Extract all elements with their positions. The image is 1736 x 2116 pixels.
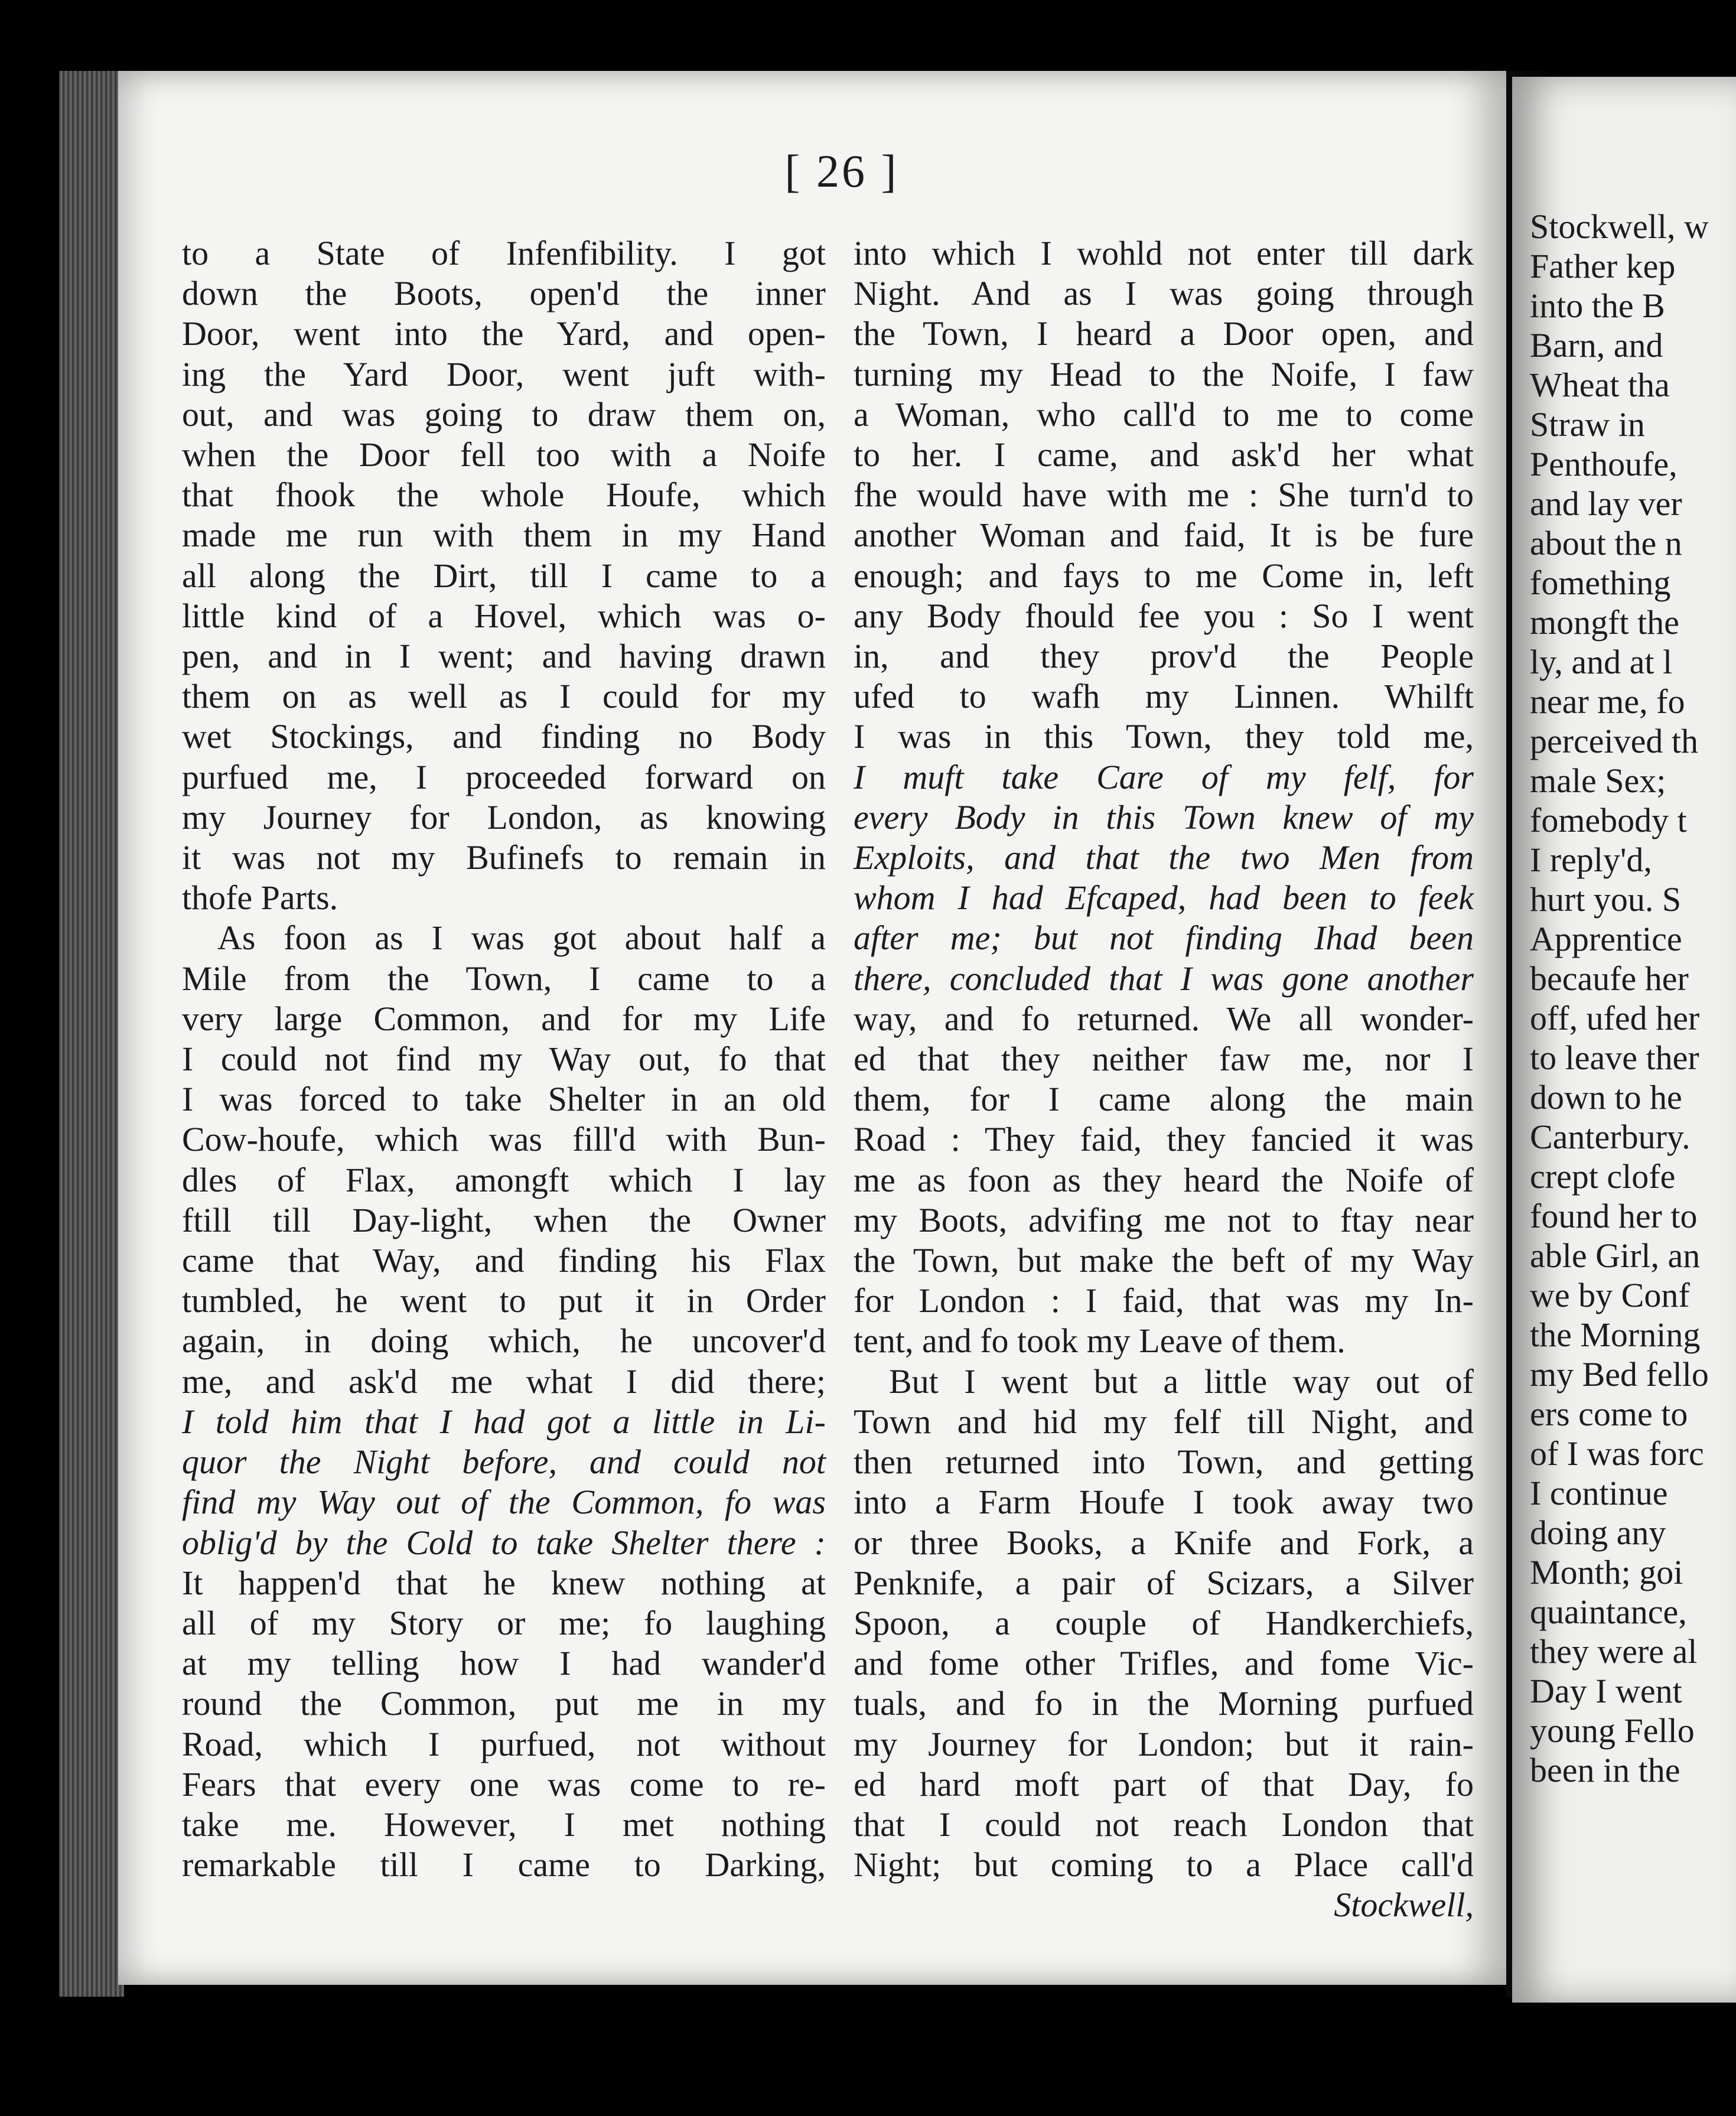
text-line: ers come to xyxy=(1530,1395,1688,1433)
text-line: mongft the xyxy=(1530,603,1679,642)
text-line: purfued me, I proceeded forward on xyxy=(182,757,826,796)
text-line: Cow-houfe, which was fill'd with Bun- xyxy=(182,1120,826,1159)
text-line: out, and was going to draw them on, xyxy=(182,395,826,434)
text-line: and fome other Trifles, and fome Vic- xyxy=(854,1644,1474,1683)
text-line: down the Boots, open'd the inner xyxy=(182,274,826,313)
text-line: every Body in this Town knew of my xyxy=(854,797,1474,836)
text-line: after me; but not finding Ihad been xyxy=(854,919,1474,958)
text-line: turning my Head to the Noife, I faw xyxy=(854,354,1474,393)
text-line: But I went but a little way out of xyxy=(889,1362,1474,1401)
book-page-edges xyxy=(59,71,124,1997)
text-line: I could not find my Way out, fo that xyxy=(182,1040,826,1079)
text-line: then returned into Town, and getting xyxy=(854,1443,1474,1482)
text-line: my Bed fello xyxy=(1530,1355,1709,1394)
text-line: able Girl, an xyxy=(1530,1236,1701,1275)
text-line: Town and hid my felf till Night, and xyxy=(854,1402,1474,1441)
text-line: Penthoufe, xyxy=(1530,445,1678,483)
text-line: Month; goi xyxy=(1530,1553,1683,1591)
text-line: Day I went xyxy=(1530,1672,1682,1710)
text-line: Stockwell, xyxy=(1334,1886,1474,1925)
text-line: Road, which I purfued, not without xyxy=(182,1724,826,1763)
text-line: Penknife, a pair of Scizars, a Silver xyxy=(854,1563,1474,1602)
text-line: remarkable till I came to Darking, xyxy=(182,1845,826,1884)
text-line: a Woman, who call'd to me to come xyxy=(854,395,1474,434)
text-line: wet Stockings, and finding no Body xyxy=(182,717,826,756)
text-line: we by Conf xyxy=(1530,1276,1690,1314)
text-line: found her to xyxy=(1530,1197,1698,1235)
text-line: ed that they neither faw me, nor I xyxy=(854,1040,1474,1079)
text-line: perceived th xyxy=(1530,722,1699,760)
text-line: ufed to wafh my Linnen. Whilft xyxy=(854,677,1474,716)
text-line: to a State of Infenfibility. I got xyxy=(182,234,826,272)
text-line: it was not my Bufinefs to remain in xyxy=(182,838,826,877)
text-line: It happen'd that he knew nothing at xyxy=(182,1563,826,1602)
text-line: ing the Yard Door, went juft with- xyxy=(182,354,826,393)
text-line: Father kep xyxy=(1530,247,1676,285)
left-text-column xyxy=(182,233,826,1885)
text-line: I was forced to take Shelter in an old xyxy=(182,1080,826,1119)
text-line: enough; and fays to me Come in, left xyxy=(854,556,1474,595)
text-line: tent, and fo took my Leave of them. xyxy=(854,1321,1346,1360)
text-line: another Woman and faid, It is be fure xyxy=(854,516,1474,555)
text-line: Door, went into the Yard, and open- xyxy=(182,314,826,353)
text-line: ed hard moft part of that Day, fo xyxy=(854,1765,1474,1804)
text-line: of I was forc xyxy=(1530,1434,1704,1473)
text-line: Stockwell, w xyxy=(1530,207,1709,246)
text-line: I reply'd, xyxy=(1530,841,1652,879)
text-line: for London : I faid, that was my In- xyxy=(854,1281,1474,1320)
text-line: pen, and in I went; and having drawn xyxy=(182,637,826,676)
text-line: ly, and at l xyxy=(1530,643,1673,681)
text-line: the Town, I heard a Door open, and xyxy=(854,314,1474,353)
text-line: I continue xyxy=(1530,1474,1668,1512)
text-line: all of my Story or me; fo laughing xyxy=(182,1603,826,1642)
text-line: quaintance, xyxy=(1530,1593,1687,1631)
text-line: my Journey for London, as knowing xyxy=(182,797,826,836)
text-line: or three Books, a Knife and Fork, a xyxy=(854,1523,1474,1562)
text-line: at my telling how I had wander'd xyxy=(182,1644,826,1683)
text-line: Night. And as I was going through xyxy=(854,274,1474,313)
text-line: I was in this Town, they told me, xyxy=(854,717,1474,756)
text-line: I told him that I had got a little in Li- xyxy=(182,1402,826,1441)
text-line: Wheat tha xyxy=(1530,366,1670,404)
text-line: them, for I came along the main xyxy=(854,1080,1474,1119)
text-line: take me. However, I met nothing xyxy=(182,1805,826,1844)
text-line: Night; but coming to a Place call'd xyxy=(854,1845,1474,1884)
text-line: round the Common, put me in my xyxy=(182,1684,826,1723)
text-line: Canterbury. xyxy=(1530,1118,1691,1156)
text-line: my Journey for London; but it rain- xyxy=(854,1724,1474,1763)
text-line: hurt you. S xyxy=(1530,880,1682,919)
next-page-fragment xyxy=(1512,77,1736,2003)
text-line: me as foon as they heard the Noife of xyxy=(854,1160,1474,1199)
text-line: thofe Parts. xyxy=(182,878,338,917)
text-line: Road : They faid, they fancied it was xyxy=(854,1120,1474,1159)
text-line: fomebody t xyxy=(1530,801,1687,839)
text-line: becaufe her xyxy=(1530,959,1689,998)
text-line: near me, fo xyxy=(1530,682,1685,721)
text-line: and lay ver xyxy=(1530,484,1682,523)
text-line: fhe would have with me : She turn'd to xyxy=(854,476,1474,515)
text-line: came that Way, and finding his Flax xyxy=(182,1241,826,1280)
text-line: quor the Night before, and could not xyxy=(182,1443,826,1482)
text-line: way, and fo returned. We all wonder- xyxy=(854,999,1474,1038)
text-line: when the Door fell too with a Noife xyxy=(182,435,826,474)
text-line: Spoon, a couple of Handkerchiefs, xyxy=(854,1603,1474,1642)
text-line: all along the Dirt, till I came to a xyxy=(182,556,826,595)
text-line: find my Way out of the Common, fo was xyxy=(182,1483,826,1522)
text-line: tumbled, he went to put it in Order xyxy=(182,1281,826,1320)
text-line: tuals, and fo in the Morning purfued xyxy=(854,1684,1474,1723)
text-line: fomething xyxy=(1530,564,1671,602)
text-line: been in the xyxy=(1530,1751,1680,1789)
text-line: oblig'd by the Cold to take Shelter there : xyxy=(182,1523,826,1562)
text-line: there, concluded that I was gone another xyxy=(854,959,1474,998)
text-line: Fears that every one was come to re- xyxy=(182,1765,826,1804)
text-line: made me run with them in my Hand xyxy=(182,516,826,555)
text-line: I muft take Care of my felf, for xyxy=(854,757,1474,796)
text-line: the Town, but make the beft of my Way xyxy=(854,1241,1474,1280)
text-line: As foon as I was got about half a xyxy=(217,919,826,958)
text-line: whom I had Efcaped, had been to feek xyxy=(854,878,1474,917)
text-line: into a Farm Houfe I took away two xyxy=(854,1483,1474,1522)
text-line: to leave ther xyxy=(1530,1039,1699,1077)
page-number: [ 26 ] xyxy=(784,145,899,197)
text-line: crept clofe xyxy=(1530,1157,1676,1196)
text-line: dles of Flax, amongft which I lay xyxy=(182,1160,826,1199)
next-page-text-column xyxy=(1530,207,1709,1790)
text-line: about the n xyxy=(1530,524,1682,562)
text-line: into the B xyxy=(1530,287,1665,325)
text-line: Straw in xyxy=(1530,405,1645,444)
text-line: any Body fhould fee you : So I went xyxy=(854,596,1474,635)
text-line: they were al xyxy=(1530,1632,1698,1671)
text-line: me, and ask'd me what I did there; xyxy=(182,1362,826,1401)
text-line: ftill till Day-light, when the Owner xyxy=(182,1200,826,1239)
text-line: Barn, and xyxy=(1530,326,1663,364)
text-line: Mile from the Town, I came to a xyxy=(182,959,826,998)
text-line: down to he xyxy=(1530,1078,1682,1116)
text-line: young Fello xyxy=(1530,1711,1695,1750)
right-text-column xyxy=(854,233,1474,1926)
text-line: my Boots, advifing me not to ftay near xyxy=(854,1200,1474,1239)
text-line: very large Common, and for my Life xyxy=(182,999,826,1038)
text-line: into which I wohld not enter till dark xyxy=(854,234,1474,272)
text-line: that fhook the whole Houfe, which xyxy=(182,476,826,515)
text-line: Apprentice xyxy=(1530,920,1682,958)
text-line: to her. I came, and ask'd her what xyxy=(854,435,1474,474)
text-line: them on as well as I could for my xyxy=(182,677,826,716)
text-line: off, ufed her xyxy=(1530,999,1700,1037)
text-line: Exploits, and that the two Men from xyxy=(854,838,1474,877)
text-line: again, in doing which, he uncover'd xyxy=(182,1321,826,1360)
text-line: doing any xyxy=(1530,1513,1666,1552)
text-line: that I could not reach London that xyxy=(854,1805,1474,1844)
text-line: little kind of a Hovel, which was o- xyxy=(182,596,826,635)
text-line: in, and they prov'd the People xyxy=(854,637,1474,676)
text-line: male Sex; xyxy=(1530,761,1666,800)
text-line: the Morning xyxy=(1530,1316,1701,1354)
